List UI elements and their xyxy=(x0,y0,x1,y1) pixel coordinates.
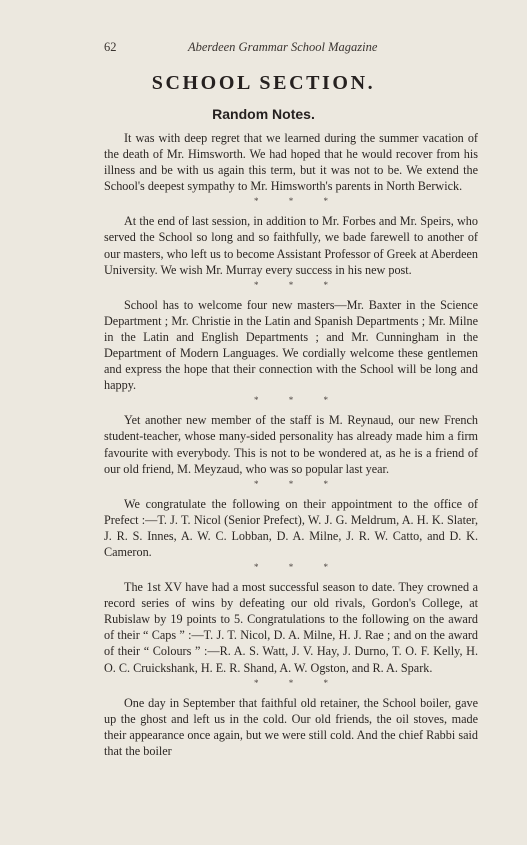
article-body xyxy=(104,130,478,759)
subsection-title: Random Notes. xyxy=(212,106,315,122)
section-separator: * * * xyxy=(254,677,342,688)
paragraph-prefects: We congratulate the following on their appointment to the office of Prefect :—T. J. T. Nicol (Senior Prefect), W. J. G. Meldrum, A. H. K. Slater, J. R. S. Innes, A. W. C. Lobban, D. A. Milne, J. R. W. Catto, and D. K. Cameron. xyxy=(104,496,478,559)
page-number: 62 xyxy=(104,40,117,54)
paragraph-first-xv: The 1st XV have had a most successful season to date. They crowned a record series of wins by defeating our old rivals, Gordon's College, at Rubislaw by 19 points to 5. Congratulations to the following on the award of their “ Caps ” :—T. J. T. Nicol, D. A. Milne, H. J. Rae ; and on the award of their “ Colours ” :—R. A. S. Watt, J. V. Hay, J. Durno, T. O. F. Kelly, H. O. C. Cruickshank, H. E. R. Shand, A. W. Ogston, and R. A. Spark. xyxy=(104,580,478,675)
section-separator: * * * xyxy=(254,196,342,207)
running-title: Aberdeen Grammar School Magazine xyxy=(188,40,378,54)
paragraph-farewell: At the end of last session, in addition to Mr. Forbes and Mr. Speirs, who served the School so long and so faithfully, we bade farewell to another of our masters, who left us to become Assistant Professor of Greek at Aberdeen University. We wish Mr. Murray every success in his new post. xyxy=(104,214,478,277)
paragraph-new-masters: School has to welcome four new masters—Mr. Baxter in the Science Department ; Mr. Christie in the Latin and Spanish Departments ; Mr. Milne in the Latin and English Departments ; and Mr. Cunningham in the Department of Modern Languages. We cordially welcome these gentlemen and express the hope that their connection with the School will be long and happy. xyxy=(104,297,478,393)
section-separator: * * * xyxy=(254,395,342,406)
paragraph-reynaud: Yet another new member of the staff is M. Reynaud, our new French student-teacher, whose many-sided personality has already made him a firm favourite with everybody. This is not to be wondered at, as he is a friend of our old friend, M. Meyzaud, who was so popular last year. xyxy=(104,413,478,476)
paragraph-boiler: One day in September that faithful old retainer, the School boiler, gave up the ghost and left us in the cold. Our old friends, the oil stoves, made their appearance once again, but we were still cold. And the chief Rabbi said that the boiler xyxy=(104,695,478,758)
section-separator: * * * xyxy=(254,478,342,489)
section-title: SCHOOL SECTION. xyxy=(151,72,376,94)
section-separator: * * * xyxy=(254,279,342,290)
running-head xyxy=(104,40,479,58)
section-separator: * * * xyxy=(254,562,342,573)
paragraph-himsworth: It was with deep regret that we learned during the summer vacation of the death of Mr. Himsworth. We had hoped that he would recover from his illness and be with us again this term, but it was not to be. We extend the School's deepest sympathy to Mr. Himsworth's parents in North Berwick. xyxy=(104,131,478,194)
